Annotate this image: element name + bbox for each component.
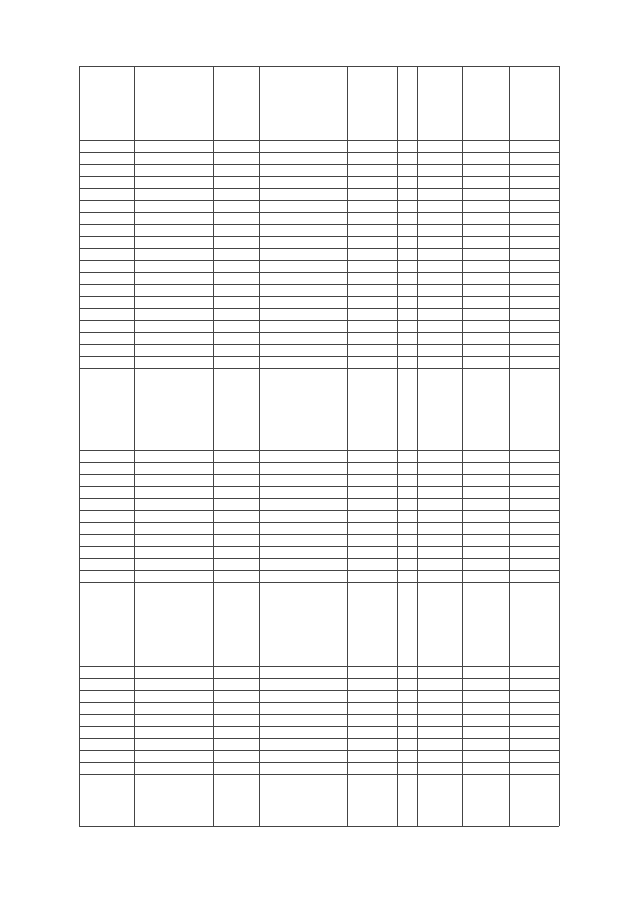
row-divider <box>79 690 559 691</box>
row-divider <box>79 164 559 165</box>
col-divider <box>397 66 398 826</box>
row-divider <box>79 702 559 703</box>
row-divider <box>79 450 559 451</box>
row-divider <box>79 582 559 583</box>
row-divider <box>79 308 559 309</box>
col-divider <box>559 66 560 826</box>
row-divider <box>79 332 559 333</box>
row-divider <box>79 212 559 213</box>
row-divider <box>79 66 559 67</box>
row-divider <box>79 344 559 345</box>
row-divider <box>79 522 559 523</box>
col-divider <box>509 66 510 826</box>
row-divider <box>79 320 559 321</box>
row-divider <box>79 152 559 153</box>
row-divider <box>79 176 559 177</box>
row-divider <box>79 714 559 715</box>
row-divider <box>79 368 559 369</box>
col-divider <box>462 66 463 826</box>
row-divider <box>79 236 559 237</box>
row-divider <box>79 356 559 357</box>
row-divider <box>79 224 559 225</box>
row-divider <box>79 260 559 261</box>
row-divider <box>79 678 559 679</box>
row-divider <box>79 726 559 727</box>
row-divider <box>79 570 559 571</box>
row-divider <box>79 762 559 763</box>
row-divider <box>79 738 559 739</box>
row-divider <box>79 750 559 751</box>
col-divider <box>259 66 260 826</box>
row-divider <box>79 486 559 487</box>
row-divider <box>79 188 559 189</box>
row-divider <box>79 200 559 201</box>
row-divider <box>79 546 559 547</box>
col-divider <box>134 66 135 826</box>
row-divider <box>79 534 559 535</box>
row-divider <box>79 296 559 297</box>
row-divider <box>79 474 559 475</box>
row-divider <box>79 826 559 827</box>
table-sheet <box>79 66 559 826</box>
row-divider <box>79 558 559 559</box>
row-divider <box>79 140 559 141</box>
row-divider <box>79 666 559 667</box>
row-divider <box>79 284 559 285</box>
col-divider <box>347 66 348 826</box>
row-divider <box>79 774 559 775</box>
col-divider <box>79 66 80 826</box>
col-divider <box>213 66 214 826</box>
col-divider <box>417 66 418 826</box>
row-divider <box>79 498 559 499</box>
row-divider <box>79 510 559 511</box>
row-divider <box>79 272 559 273</box>
row-divider <box>79 248 559 249</box>
row-divider <box>79 462 559 463</box>
